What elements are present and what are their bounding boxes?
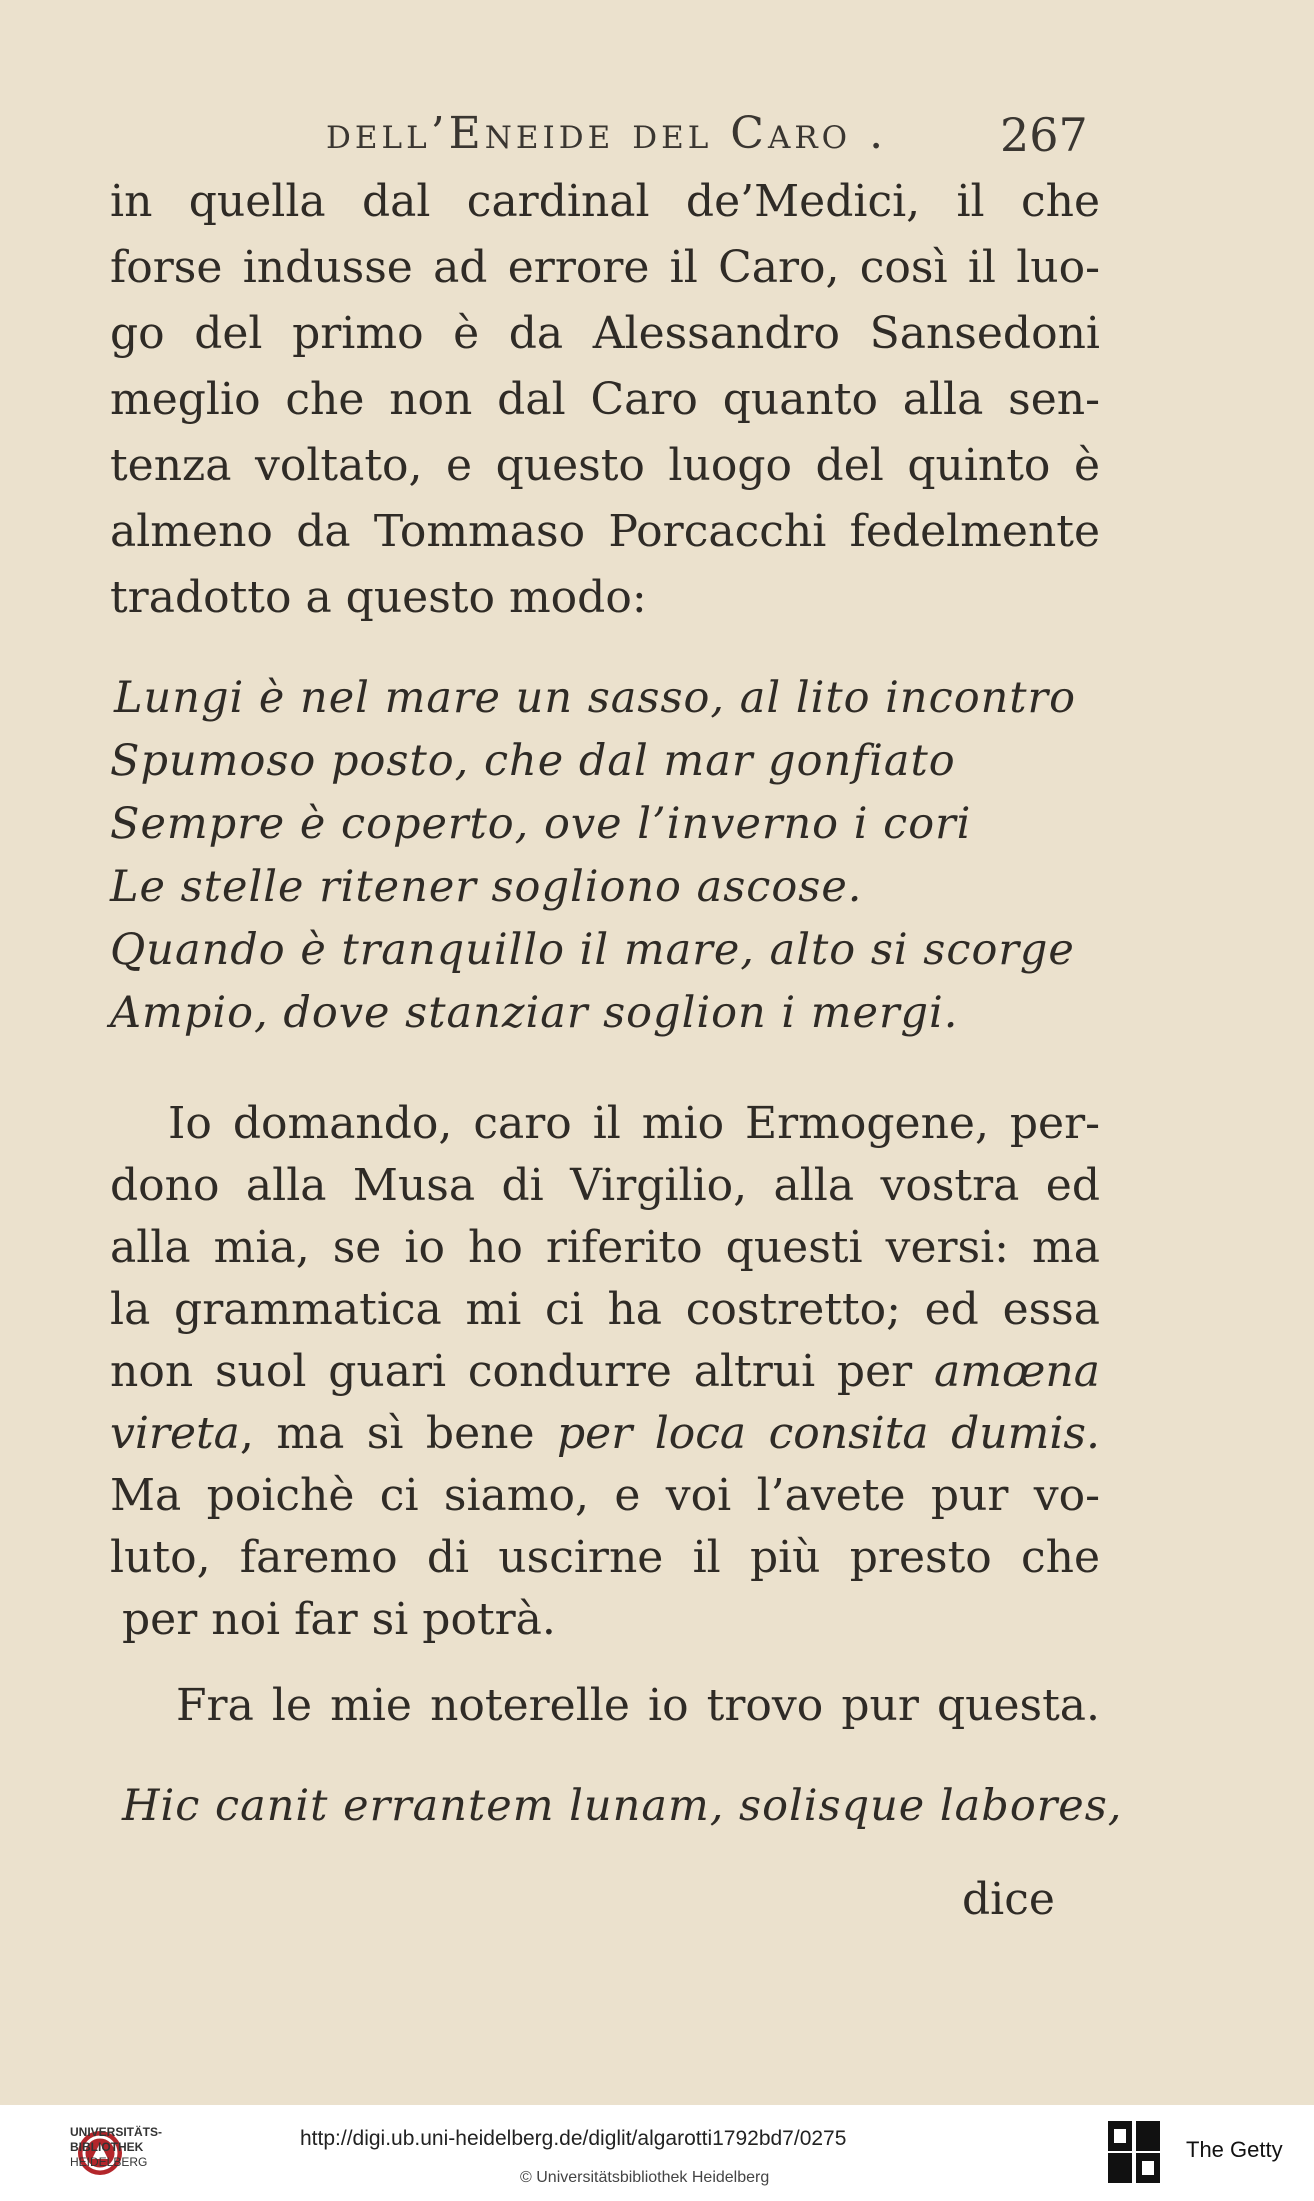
footer-bar	[0, 2105, 1314, 2201]
text-line: meglio che non dal Caro quanto alla sen-	[110, 374, 1100, 425]
verse-line: Sempre è coperto, ove l’inverno i cori	[110, 799, 972, 849]
text-line: Io domando, caro il mio Ermogene, per-	[168, 1098, 1100, 1149]
text-line: per noi far si potrà.	[122, 1594, 556, 1645]
page-header	[0, 108, 1314, 162]
text-line	[110, 1342, 1100, 1402]
quote-line: Hic canit errantem lunam, solisque labores,	[122, 1781, 1123, 1831]
text-line: almeno da Tommaso Porcacchi fedelmente	[110, 506, 1100, 557]
verse-line: Ampio, dove stanziar soglion i mergi.	[110, 988, 959, 1038]
catchword: dice	[962, 1874, 1055, 1925]
text-run: non suol guari condurre altrui per	[110, 1346, 913, 1397]
text-line: la grammatica mi ci ha costretto; ed essa	[110, 1284, 1100, 1335]
text-line: dono alla Musa di Virgilio, alla vostra ed	[110, 1160, 1100, 1211]
verse-line: Quando è tranquillo il mare, alto si scorge	[110, 925, 1075, 975]
text-line: alla mia, se io ho riferito questi versi: ma	[110, 1222, 1100, 1273]
latin-phrase: vireta	[110, 1408, 240, 1459]
text-run: , ma sì bene	[239, 1408, 535, 1459]
text-line: tenza voltato, e questo luogo del quinto è	[110, 440, 1100, 491]
library-name: UNIVERSITÄTS- BIBLIOTHEK HEIDELBERG	[70, 2125, 163, 2169]
text-line: Fra le mie noterelle io trovo pur questa.	[176, 1680, 1100, 1731]
text-line: in quella dal cardinal de’Medici, il che	[110, 176, 1100, 227]
text-line: forse indusse ad errore il Caro, così il luo-	[110, 242, 1100, 293]
text-line: go del primo è da Alessandro Sansedoni	[110, 308, 1100, 359]
text-line: Ma poichè ci siamo, e voi l’avete pur vo-	[110, 1470, 1100, 1521]
latin-phrase: amœna	[933, 1346, 1100, 1397]
page-number: 267	[1000, 108, 1088, 162]
getty-logo-icon	[1106, 2119, 1162, 2185]
text-line: luto, faremo di uscirne il più presto che	[110, 1532, 1100, 1583]
text-line	[110, 1404, 1100, 1464]
verse-line: Le stelle ritener sogliono ascose.	[110, 862, 863, 912]
verse-line: Spumoso posto, che dal mar gonfiato	[110, 736, 956, 786]
copyright-notice: © Universitätsbibliothek Heidelberg	[520, 2169, 770, 2186]
text-line: tradotto a questo modo:	[110, 572, 647, 623]
partner-name: The Getty	[1186, 2137, 1283, 2162]
permalink[interactable]: http://digi.ub.uni-heidelberg.de/diglit/algarotti1792bd7/0275	[300, 2127, 847, 2150]
verse-line: Lungi è nel mare un sasso, al lito incontro	[114, 673, 1076, 723]
latin-phrase: per loca consita dumis.	[557, 1408, 1100, 1459]
running-head: dell’Eneide del Caro .	[326, 108, 888, 159]
